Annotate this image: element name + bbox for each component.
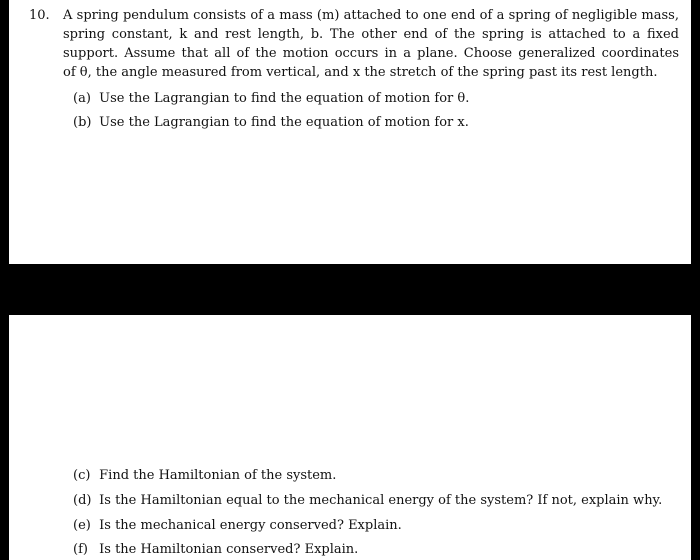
part-e-label: (e) bbox=[73, 518, 91, 533]
part-a-text: Use the Lagrangian to find the equation of motion for θ. bbox=[99, 91, 470, 106]
part-c-label: (c) bbox=[73, 468, 91, 483]
problem-number: 10. bbox=[29, 8, 50, 23]
problem-line-2: spring constant, k and rest length, b. The other end of the spring is attached to a fixed bbox=[63, 27, 679, 42]
part-b-text: Use the Lagrangian to find the equation of motion for x. bbox=[99, 115, 469, 130]
problem-line-3: support. Assume that all of the motion occurs in a plane. Choose generalized coordinates bbox=[63, 46, 679, 61]
problem-line-1: A spring pendulum consists of a mass (m) attached to one end of a spring of negligible mass, bbox=[63, 8, 679, 23]
problem-line-4: of θ, the angle measured from vertical, and x the stretch of the spring past its rest length. bbox=[63, 65, 658, 80]
part-f bbox=[73, 540, 358, 559]
part-e bbox=[73, 516, 402, 535]
part-f-text: Is the Hamiltonian conserved? Explain. bbox=[99, 542, 359, 557]
part-f-label: (f) bbox=[73, 542, 88, 557]
part-e-text: Is the mechanical energy conserved? Explain. bbox=[99, 518, 402, 533]
page-bottom-panel bbox=[9, 315, 691, 560]
part-b-label: (b) bbox=[73, 115, 92, 130]
part-a bbox=[73, 89, 469, 108]
part-c bbox=[73, 466, 336, 485]
part-c-text: Find the Hamiltonian of the system. bbox=[99, 468, 337, 483]
page-top-panel bbox=[9, 0, 691, 264]
part-a-label: (a) bbox=[73, 91, 91, 106]
part-d-label: (d) bbox=[73, 493, 92, 508]
problem-statement bbox=[29, 6, 679, 82]
part-b bbox=[73, 113, 469, 132]
part-d bbox=[73, 491, 662, 510]
part-d-text: Is the Hamiltonian equal to the mechanical energy of the system? If not, explain why. bbox=[99, 493, 663, 508]
problem-text bbox=[63, 6, 679, 82]
